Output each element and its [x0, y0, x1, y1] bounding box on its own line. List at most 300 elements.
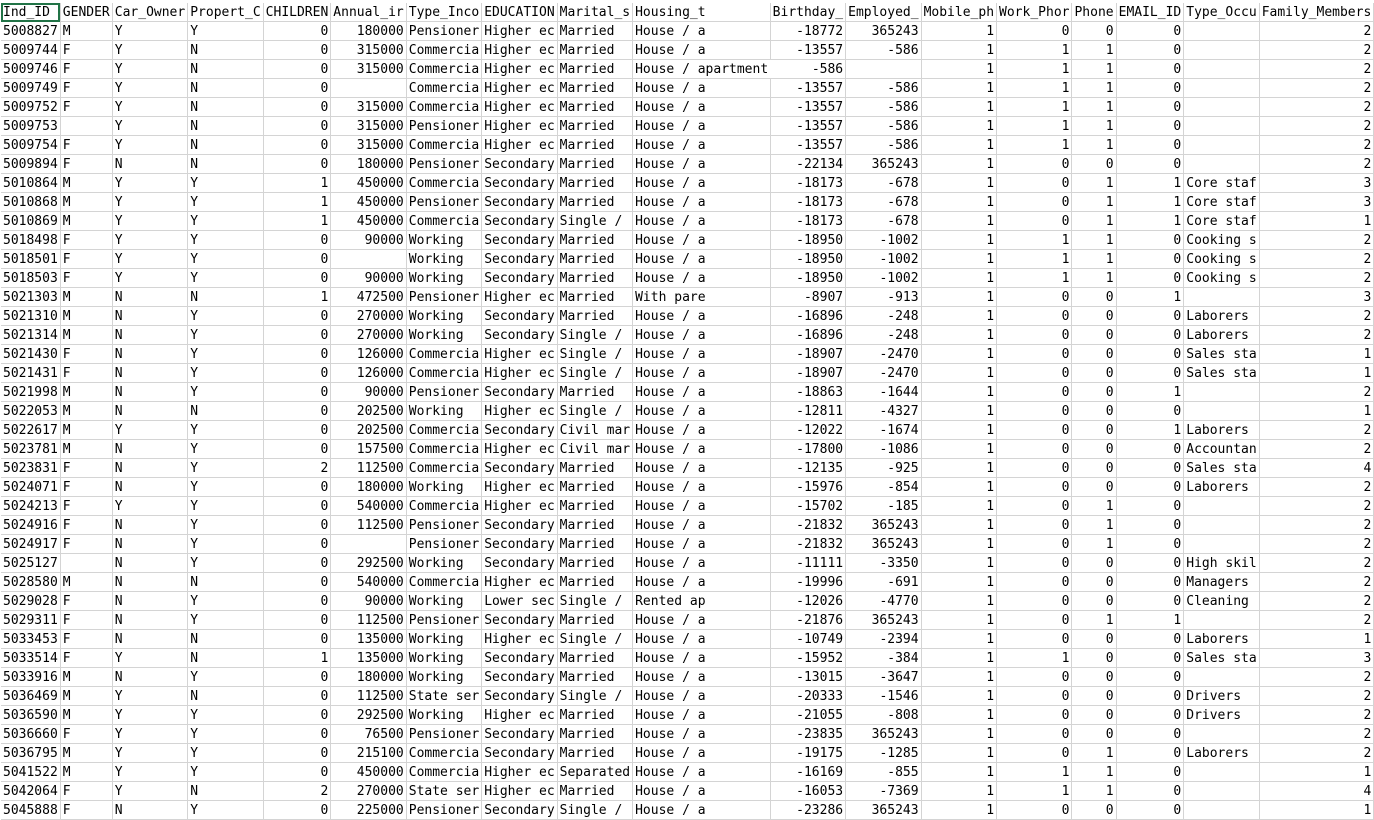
cell[interactable]: F	[60, 41, 112, 60]
cell[interactable]: 1	[1072, 782, 1116, 801]
cell[interactable]: -12811	[770, 402, 845, 421]
cell[interactable]: Married	[557, 22, 632, 41]
cell[interactable]: Higher ec	[482, 782, 557, 801]
cell[interactable]: House / a	[633, 611, 771, 630]
cell[interactable]: 5029028	[1, 592, 60, 611]
cell[interactable]: House / a	[633, 364, 771, 383]
cell[interactable]: Working	[406, 649, 481, 668]
cell[interactable]: -19996	[770, 573, 845, 592]
cell[interactable]: -808	[846, 706, 921, 725]
cell[interactable]: F	[60, 269, 112, 288]
cell[interactable]: House / a	[633, 326, 771, 345]
cell[interactable]: -12135	[770, 459, 845, 478]
cell[interactable]: N	[112, 611, 187, 630]
cell[interactable]: 2	[1259, 250, 1374, 269]
cell[interactable]: Y	[112, 725, 187, 744]
cell[interactable]: Higher ec	[482, 117, 557, 136]
cell[interactable]: -586	[846, 41, 921, 60]
cell[interactable]: N	[112, 516, 187, 535]
cell[interactable]: Laborers	[1184, 421, 1259, 440]
cell[interactable]: 5021310	[1, 307, 60, 326]
cell[interactable]: 1	[921, 573, 996, 592]
cell[interactable]: Secondary	[482, 801, 557, 820]
cell[interactable]: Married	[557, 41, 632, 60]
cell[interactable]: Single /	[557, 592, 632, 611]
cell[interactable]: Higher ec	[482, 763, 557, 782]
cell[interactable]: 0	[1116, 41, 1184, 60]
cell[interactable]: House / a	[633, 630, 771, 649]
cell[interactable]: 0	[1116, 763, 1184, 782]
cell[interactable]: 1	[1259, 763, 1374, 782]
cell[interactable]: -17800	[770, 440, 845, 459]
cell[interactable]: Secondary	[482, 193, 557, 212]
cell[interactable]: Sales sta	[1184, 459, 1259, 478]
cell[interactable]: 315000	[331, 60, 406, 79]
cell[interactable]: 0	[1116, 459, 1184, 478]
cell[interactable]	[1184, 535, 1259, 554]
cell[interactable]: Higher ec	[482, 60, 557, 79]
cell[interactable]: Married	[557, 725, 632, 744]
cell[interactable]: 5021998	[1, 383, 60, 402]
cell[interactable]: 0	[1116, 516, 1184, 535]
cell[interactable]: 0	[997, 497, 1072, 516]
cell[interactable]: 2	[263, 782, 331, 801]
cell[interactable]: Higher ec	[482, 402, 557, 421]
cell[interactable]: Married	[557, 60, 632, 79]
cell[interactable]: 1	[921, 288, 996, 307]
cell[interactable]: -16896	[770, 326, 845, 345]
cell[interactable]: M	[60, 307, 112, 326]
column-header-cell[interactable]: EMAIL_ID	[1116, 3, 1184, 22]
cell[interactable]: 0	[1072, 383, 1116, 402]
cell[interactable]: 5010868	[1, 193, 60, 212]
cell[interactable]: N	[112, 326, 187, 345]
cell[interactable]: Pensioner	[406, 801, 481, 820]
cell[interactable]: 0	[263, 497, 331, 516]
cell[interactable]: N	[188, 630, 263, 649]
cell[interactable]: 1	[263, 193, 331, 212]
cell[interactable]: 1	[1072, 535, 1116, 554]
cell[interactable]: 2	[263, 459, 331, 478]
cell[interactable]: 0	[1116, 269, 1184, 288]
cell[interactable]: Commercia	[406, 763, 481, 782]
cell[interactable]: House / apartment	[633, 60, 771, 79]
cell[interactable]: Y	[188, 421, 263, 440]
cell[interactable]: 270000	[331, 326, 406, 345]
cell[interactable]: Y	[188, 725, 263, 744]
cell[interactable]	[1184, 497, 1259, 516]
cell[interactable]: -3350	[846, 554, 921, 573]
cell[interactable]: 365243	[846, 155, 921, 174]
cell[interactable]: 0	[1116, 307, 1184, 326]
cell[interactable]: 0	[263, 41, 331, 60]
cell[interactable]: 2	[1259, 41, 1374, 60]
cell[interactable]: Commercia	[406, 744, 481, 763]
cell[interactable]: Y	[188, 250, 263, 269]
cell[interactable]: F	[60, 611, 112, 630]
cell[interactable]: Y	[188, 706, 263, 725]
cell[interactable]: Working	[406, 478, 481, 497]
cell[interactable]: Y	[112, 41, 187, 60]
cell[interactable]: Commercia	[406, 174, 481, 193]
cell[interactable]: Commercia	[406, 98, 481, 117]
cell[interactable]: Y	[112, 497, 187, 516]
cell[interactable]: 1	[997, 136, 1072, 155]
cell[interactable]: 315000	[331, 136, 406, 155]
cell[interactable]: 0	[1072, 440, 1116, 459]
cell[interactable]: Secondary	[482, 155, 557, 174]
cell[interactable]: M	[60, 421, 112, 440]
cell[interactable]: Y	[188, 668, 263, 687]
cell[interactable]: F	[60, 98, 112, 117]
cell[interactable]: Higher ec	[482, 573, 557, 592]
cell[interactable]: -678	[846, 212, 921, 231]
cell[interactable]: 1	[921, 744, 996, 763]
cell[interactable]: 2	[1259, 98, 1374, 117]
cell[interactable]: 0	[997, 592, 1072, 611]
cell[interactable]: 90000	[331, 592, 406, 611]
cell[interactable]: N	[112, 668, 187, 687]
cell[interactable]: House / a	[633, 535, 771, 554]
cell[interactable]: 5024071	[1, 478, 60, 497]
cell[interactable]: 0	[997, 725, 1072, 744]
cell[interactable]: 1	[263, 288, 331, 307]
cell[interactable]: 0	[1072, 478, 1116, 497]
cell[interactable]: Working	[406, 630, 481, 649]
cell[interactable]: Secondary	[482, 516, 557, 535]
cell[interactable]: -2394	[846, 630, 921, 649]
cell[interactable]: -586	[846, 79, 921, 98]
cell[interactable]: -18772	[770, 22, 845, 41]
cell[interactable]: -20333	[770, 687, 845, 706]
cell[interactable]: House / a	[633, 706, 771, 725]
cell[interactable]: Married	[557, 383, 632, 402]
cell[interactable]: 2	[1259, 706, 1374, 725]
cell[interactable]: 126000	[331, 345, 406, 364]
cell[interactable]: Pensioner	[406, 288, 481, 307]
cell[interactable]: N	[188, 782, 263, 801]
cell[interactable]: House / a	[633, 516, 771, 535]
cell[interactable]: -13557	[770, 117, 845, 136]
cell[interactable]: Y	[112, 98, 187, 117]
cell[interactable]: M	[60, 402, 112, 421]
cell[interactable]: 2	[1259, 668, 1374, 687]
cell[interactable]	[331, 250, 406, 269]
cell[interactable]: 2	[1259, 725, 1374, 744]
cell[interactable]: 1	[921, 60, 996, 79]
cell[interactable]: N	[112, 440, 187, 459]
cell[interactable]: 0	[1072, 402, 1116, 421]
cell[interactable]	[1184, 668, 1259, 687]
cell[interactable]: N	[112, 402, 187, 421]
cell[interactable]: Pensioner	[406, 193, 481, 212]
cell[interactable]: 0	[1116, 79, 1184, 98]
cell[interactable]: 0	[263, 345, 331, 364]
cell[interactable]: 5010864	[1, 174, 60, 193]
cell[interactable]: F	[60, 535, 112, 554]
cell[interactable]: Lower sec	[482, 592, 557, 611]
cell[interactable]: F	[60, 782, 112, 801]
cell[interactable]: 0	[263, 79, 331, 98]
cell[interactable]: -13557	[770, 136, 845, 155]
cell[interactable]: Married	[557, 706, 632, 725]
cell[interactable]: N	[112, 535, 187, 554]
cell[interactable]: Secondary	[482, 383, 557, 402]
cell[interactable]: Secondary	[482, 744, 557, 763]
cell[interactable]: Y	[188, 326, 263, 345]
cell[interactable]: 5025127	[1, 554, 60, 573]
cell[interactable]: -1644	[846, 383, 921, 402]
cell[interactable]: 0	[263, 22, 331, 41]
cell[interactable]: Y	[188, 440, 263, 459]
cell[interactable]: 1	[921, 402, 996, 421]
cell[interactable]: Y	[188, 231, 263, 250]
cell[interactable]	[60, 117, 112, 136]
cell[interactable]: Married	[557, 611, 632, 630]
cell[interactable]: F	[60, 649, 112, 668]
cell[interactable]: Secondary	[482, 649, 557, 668]
cell[interactable]: 5009754	[1, 136, 60, 155]
cell[interactable]: 1	[997, 250, 1072, 269]
cell[interactable]: House / a	[633, 250, 771, 269]
cell[interactable]: 0	[1116, 706, 1184, 725]
cell[interactable]: 2	[1259, 383, 1374, 402]
cell[interactable]	[1184, 402, 1259, 421]
cell[interactable]: -586	[846, 98, 921, 117]
cell[interactable]: 1	[921, 687, 996, 706]
column-header-cell[interactable]: Birthday_	[770, 3, 845, 22]
cell[interactable]: M	[60, 706, 112, 725]
cell[interactable]: -21832	[770, 516, 845, 535]
cell[interactable]: 0	[1116, 668, 1184, 687]
cell[interactable]: 5029311	[1, 611, 60, 630]
cell[interactable]: 0	[997, 383, 1072, 402]
cell[interactable]: 0	[263, 250, 331, 269]
cell[interactable]: 202500	[331, 421, 406, 440]
cell[interactable]: Higher ec	[482, 440, 557, 459]
cell[interactable]: House / a	[633, 269, 771, 288]
cell[interactable]: 3	[1259, 649, 1374, 668]
cell[interactable]: 1	[921, 459, 996, 478]
cell[interactable]: 1	[921, 364, 996, 383]
cell[interactable]: House / a	[633, 41, 771, 60]
cell[interactable]: 0	[1116, 22, 1184, 41]
cell[interactable]: 0	[997, 345, 1072, 364]
cell[interactable]: 5018501	[1, 250, 60, 269]
cell[interactable]: Married	[557, 744, 632, 763]
cell[interactable]: F	[60, 592, 112, 611]
cell[interactable]: Married	[557, 269, 632, 288]
cell[interactable]: 112500	[331, 516, 406, 535]
cell[interactable]: 0	[263, 117, 331, 136]
cell[interactable]: Higher ec	[482, 497, 557, 516]
cell[interactable]	[1184, 516, 1259, 535]
cell[interactable]: 1	[997, 763, 1072, 782]
cell[interactable]: 1	[921, 212, 996, 231]
cell[interactable]: Married	[557, 649, 632, 668]
cell[interactable]: 1	[1072, 193, 1116, 212]
cell[interactable]: Secondary	[482, 668, 557, 687]
cell[interactable]: 365243	[846, 22, 921, 41]
cell[interactable]: 0	[1116, 345, 1184, 364]
cell[interactable]: Cooking s	[1184, 250, 1259, 269]
cell[interactable]: 365243	[846, 725, 921, 744]
cell[interactable]: 1	[1116, 193, 1184, 212]
cell[interactable]: 0	[1116, 231, 1184, 250]
cell[interactable]	[1184, 98, 1259, 117]
cell[interactable]: 0	[263, 592, 331, 611]
cell[interactable]: -18950	[770, 231, 845, 250]
cell[interactable]: Commercia	[406, 440, 481, 459]
cell[interactable]: -1285	[846, 744, 921, 763]
cell[interactable]	[1184, 22, 1259, 41]
cell[interactable]: 2	[1259, 554, 1374, 573]
cell[interactable]: 0	[997, 630, 1072, 649]
cell[interactable]: F	[60, 478, 112, 497]
cell[interactable]: Higher ec	[482, 79, 557, 98]
cell[interactable]: 0	[997, 611, 1072, 630]
cell[interactable]: Y	[188, 611, 263, 630]
cell[interactable]: N	[188, 402, 263, 421]
cell[interactable]: 1	[1116, 174, 1184, 193]
cell[interactable]: 90000	[331, 383, 406, 402]
cell[interactable]: 0	[1116, 478, 1184, 497]
cell[interactable]: -913	[846, 288, 921, 307]
cell[interactable]: 5021431	[1, 364, 60, 383]
cell[interactable]: 1	[1259, 212, 1374, 231]
cell[interactable]: M	[60, 288, 112, 307]
cell[interactable]: 1	[1116, 611, 1184, 630]
cell[interactable]: 180000	[331, 478, 406, 497]
cell[interactable]: N	[188, 288, 263, 307]
cell[interactable]: 2	[1259, 155, 1374, 174]
cell[interactable]: Secondary	[482, 212, 557, 231]
cell[interactable]: -16053	[770, 782, 845, 801]
cell[interactable]: Working	[406, 706, 481, 725]
cell[interactable]: 0	[997, 744, 1072, 763]
cell[interactable]: 2	[1259, 611, 1374, 630]
cell[interactable]: 2	[1259, 231, 1374, 250]
cell[interactable]: Commercia	[406, 459, 481, 478]
cell[interactable]: Y	[188, 307, 263, 326]
cell[interactable]: Y	[112, 421, 187, 440]
cell[interactable]: 0	[1116, 136, 1184, 155]
cell[interactable]	[1184, 79, 1259, 98]
cell[interactable]: 1	[921, 117, 996, 136]
cell[interactable]: 1	[921, 497, 996, 516]
cell[interactable]: 2	[1259, 535, 1374, 554]
cell[interactable]: Single /	[557, 212, 632, 231]
cell[interactable]: Secondary	[482, 174, 557, 193]
cell[interactable]: N	[112, 459, 187, 478]
cell[interactable]: -925	[846, 459, 921, 478]
cell[interactable]: House / a	[633, 459, 771, 478]
cell[interactable]: Commercia	[406, 421, 481, 440]
cell[interactable]: Commercia	[406, 345, 481, 364]
cell[interactable]: 1	[1072, 516, 1116, 535]
cell[interactable]: 5018498	[1, 231, 60, 250]
cell[interactable]: Pensioner	[406, 535, 481, 554]
cell[interactable]: 1	[997, 79, 1072, 98]
cell[interactable]: 1	[263, 649, 331, 668]
cell[interactable]: Higher ec	[482, 478, 557, 497]
cell[interactable]: 1	[1072, 174, 1116, 193]
cell[interactable]: Single /	[557, 801, 632, 820]
cell[interactable]	[60, 554, 112, 573]
cell[interactable]	[1184, 383, 1259, 402]
cell[interactable]: 1	[921, 763, 996, 782]
cell[interactable]: 1	[997, 117, 1072, 136]
cell[interactable]: 0	[263, 668, 331, 687]
cell[interactable]: 3	[1259, 174, 1374, 193]
cell[interactable]: 0	[1072, 706, 1116, 725]
cell[interactable]: Y	[188, 22, 263, 41]
cell[interactable]: 0	[263, 801, 331, 820]
cell[interactable]: 5009744	[1, 41, 60, 60]
cell[interactable]: N	[188, 649, 263, 668]
cell[interactable]: 1	[921, 706, 996, 725]
cell[interactable]: 5033453	[1, 630, 60, 649]
cell[interactable]: Married	[557, 174, 632, 193]
cell[interactable]: 5033514	[1, 649, 60, 668]
cell[interactable]: Y	[188, 763, 263, 782]
column-header-cell[interactable]: CHILDREN	[263, 3, 331, 22]
cell[interactable]: M	[60, 326, 112, 345]
cell[interactable]: 0	[997, 364, 1072, 383]
cell[interactable]	[331, 79, 406, 98]
cell[interactable]: 0	[263, 725, 331, 744]
cell[interactable]: 1	[921, 421, 996, 440]
cell[interactable]: House / a	[633, 117, 771, 136]
cell[interactable]: Married	[557, 155, 632, 174]
cell[interactable]: Working	[406, 326, 481, 345]
cell[interactable]: F	[60, 801, 112, 820]
cell[interactable]: Higher ec	[482, 136, 557, 155]
cell[interactable]: 0	[263, 706, 331, 725]
cell[interactable]: House / a	[633, 345, 771, 364]
cell[interactable]: 1	[1072, 250, 1116, 269]
cell[interactable]: 5045888	[1, 801, 60, 820]
cell[interactable]: Married	[557, 668, 632, 687]
cell[interactable]: -855	[846, 763, 921, 782]
cell[interactable]: N	[112, 630, 187, 649]
cell[interactable]: Married	[557, 288, 632, 307]
cell[interactable]: 180000	[331, 22, 406, 41]
cell[interactable]: 5009749	[1, 79, 60, 98]
cell[interactable]: 0	[1072, 801, 1116, 820]
cell[interactable]: House / a	[633, 763, 771, 782]
cell[interactable]: 126000	[331, 364, 406, 383]
cell[interactable]: Working	[406, 592, 481, 611]
cell[interactable]: Married	[557, 478, 632, 497]
cell[interactable]: 5024213	[1, 497, 60, 516]
cell[interactable]: M	[60, 763, 112, 782]
cell[interactable]	[1184, 155, 1259, 174]
cell[interactable]: Y	[112, 174, 187, 193]
cell[interactable]: 0	[263, 231, 331, 250]
cell[interactable]: Cooking s	[1184, 269, 1259, 288]
cell[interactable]: Y	[188, 592, 263, 611]
cell[interactable]: 2	[1259, 117, 1374, 136]
cell[interactable]: 1	[1072, 212, 1116, 231]
cell[interactable]: N	[188, 41, 263, 60]
cell[interactable]: -4770	[846, 592, 921, 611]
cell[interactable]: 365243	[846, 611, 921, 630]
cell[interactable]: 1	[1072, 79, 1116, 98]
cell[interactable]: Commercia	[406, 364, 481, 383]
cell[interactable]: Commercia	[406, 497, 481, 516]
cell[interactable]: M	[60, 440, 112, 459]
